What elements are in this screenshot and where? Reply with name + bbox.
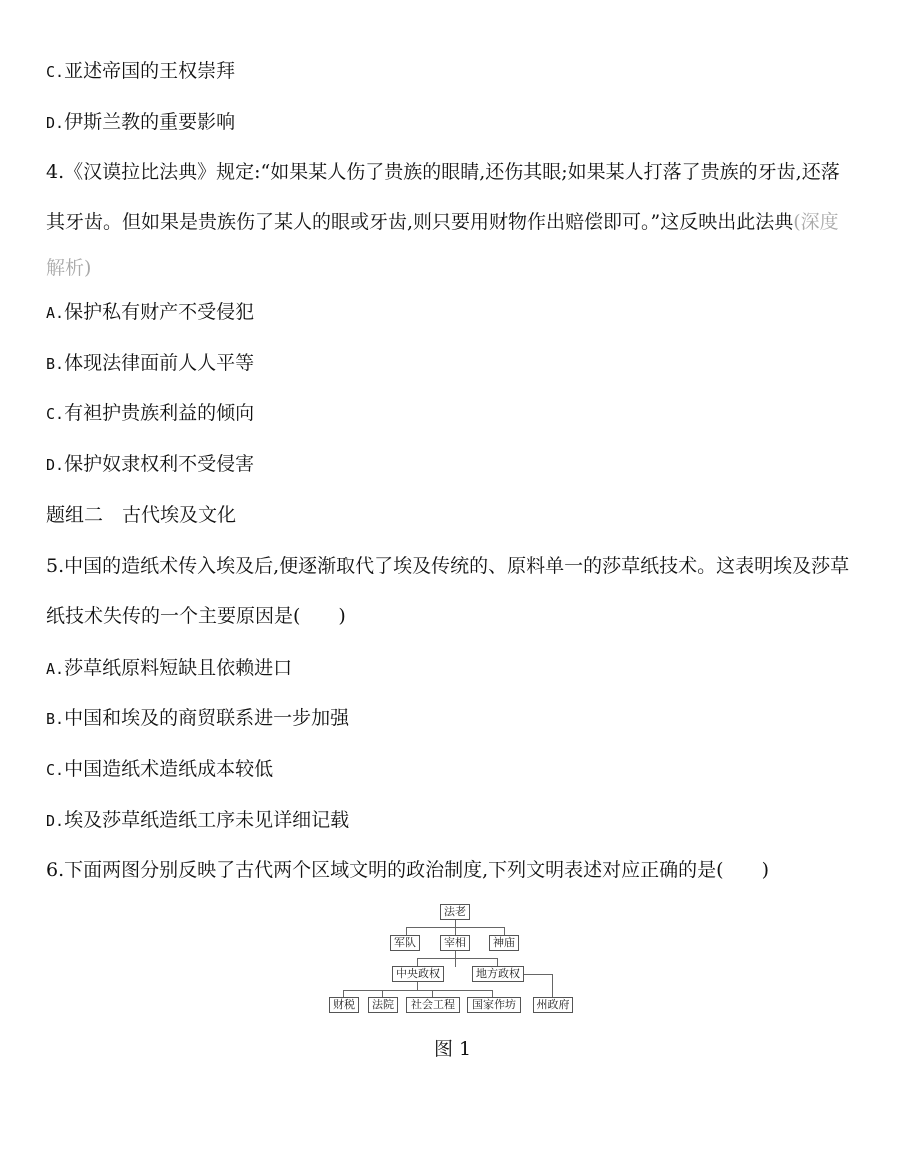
connector-line <box>455 951 456 967</box>
q5-option-a <box>46 656 292 681</box>
q4-option-c <box>46 401 254 426</box>
connector-line <box>523 974 552 975</box>
q5-option-c <box>46 757 273 782</box>
q5-stem-line2: 纸技术失传的一个主要原因是( ) <box>46 605 346 627</box>
q3-option-d <box>46 110 235 135</box>
option-letter: D. <box>46 114 65 132</box>
connector-line <box>417 982 418 990</box>
option-letter: C. <box>46 63 65 81</box>
q4-option-d <box>46 452 254 477</box>
node-central-power: 中央政权 <box>392 966 444 982</box>
option-text: 亚述帝国的王权崇拜 <box>64 60 236 82</box>
node-state-government: 州政府 <box>533 997 573 1013</box>
option-letter: D. <box>46 456 65 474</box>
option-letter: D. <box>46 812 65 830</box>
node-social-works: 社会工程 <box>406 997 460 1013</box>
q5-option-b <box>46 706 349 731</box>
figure-caption: 图 1 <box>434 1038 472 1060</box>
node-pharaoh: 法老 <box>440 904 470 920</box>
q4-stem-line2 <box>46 210 839 234</box>
node-army: 军队 <box>390 935 420 951</box>
q5-option-d <box>46 808 349 833</box>
option-text: 保护奴隶权利不受侵害 <box>64 453 255 475</box>
node-local-power: 地方政权 <box>472 966 524 982</box>
option-text: 伊斯兰教的重要影响 <box>64 111 236 133</box>
q4-stem-line1: 4.《汉谟拉比法典》规定:“如果某人伤了贵族的眼睛,还伤其眼;如果某人打落了贵族的牙齿,还落 <box>46 161 840 183</box>
option-text: 体现法律面前人人平等 <box>64 352 255 374</box>
option-letter: B. <box>46 355 65 373</box>
connector-line <box>455 920 456 936</box>
node-court: 法院 <box>368 997 398 1013</box>
connector-line <box>552 974 553 998</box>
node-temple: 神庙 <box>489 935 519 951</box>
option-letter: C. <box>46 761 65 779</box>
option-text: 莎草纸原料短缺且依赖进口 <box>64 657 293 679</box>
option-letter: B. <box>46 710 65 728</box>
option-letter: A. <box>46 660 65 678</box>
q5-stem-line1: 5.中国的造纸术传入埃及后,便逐渐取代了埃及传统的、原料单一的莎草纸技术。这表明埃及莎草 <box>46 555 850 577</box>
node-state-workshop: 国家作坊 <box>467 997 521 1013</box>
q4-analysis-tag: (深度 <box>793 211 839 233</box>
connector-line <box>417 958 497 959</box>
section-title: 题组二 古代埃及文化 <box>46 504 237 526</box>
q4-analysis-tag-cont: 解析) <box>46 257 92 279</box>
option-text: 有袒护贵族利益的倾向 <box>64 402 255 424</box>
q4-option-b <box>46 351 254 376</box>
q6-stem: 6.下面两图分别反映了古代两个区域文明的政治制度,下列文明表述对应正确的是( ) <box>46 859 769 881</box>
connector-line <box>406 927 504 928</box>
node-finance-tax: 财税 <box>329 997 359 1013</box>
option-text: 中国和埃及的商贸联系进一步加强 <box>64 707 350 729</box>
q3-option-c <box>46 59 235 84</box>
option-letter: A. <box>46 304 65 322</box>
option-text: 埃及莎草纸造纸工序未见详细记载 <box>64 809 350 831</box>
node-vizier: 宰相 <box>440 935 470 951</box>
option-text: 中国造纸术造纸成本较低 <box>64 758 274 780</box>
q4-stem-text: 其牙齿。但如果是贵族伤了某人的眼或牙齿,则只要用财物作出赔偿即可。”这反映出此法典 <box>46 211 794 233</box>
connector-line <box>343 990 492 991</box>
q4-option-a <box>46 300 254 325</box>
option-letter: C. <box>46 405 65 423</box>
option-text: 保护私有财产不受侵犯 <box>64 301 255 323</box>
